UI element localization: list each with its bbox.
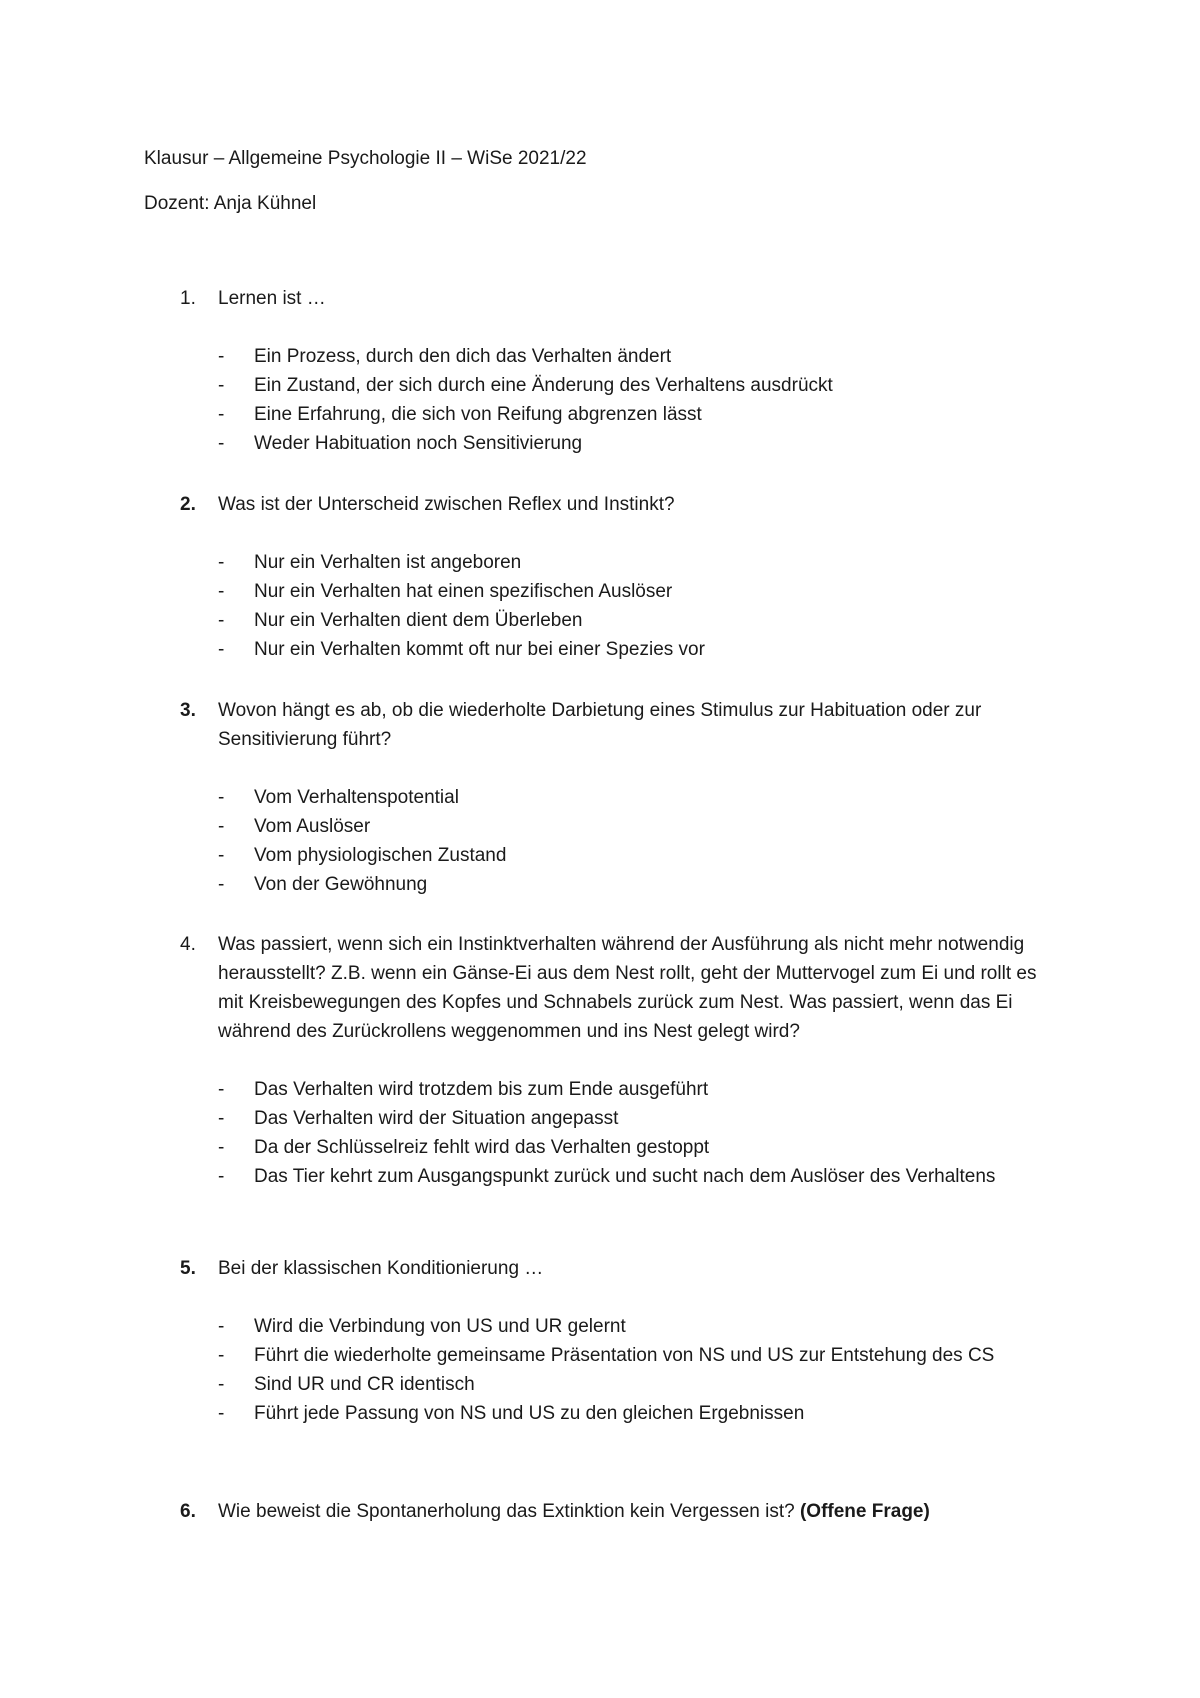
dash-bullet: - bbox=[218, 1108, 225, 1129]
dash-bullet: - bbox=[218, 1374, 225, 1395]
question-number: 4. bbox=[180, 934, 196, 955]
question-2 bbox=[144, 490, 1064, 664]
dash-bullet: - bbox=[218, 404, 225, 425]
dash-bullet: - bbox=[218, 433, 225, 454]
answer-text: Nur ein Verhalten dient dem Überleben bbox=[254, 610, 583, 631]
answer-option bbox=[144, 1399, 1064, 1428]
question-5 bbox=[144, 1254, 1064, 1428]
answer-list bbox=[144, 1312, 1064, 1428]
answer-option bbox=[144, 371, 1064, 400]
document-title: Klausur – Allgemeine Psychologie II – WiSe 2021/22 bbox=[144, 148, 587, 169]
answer-option bbox=[144, 870, 1064, 899]
question-number: 6. bbox=[180, 1501, 196, 1522]
answer-text: Sind UR und CR identisch bbox=[254, 1374, 475, 1395]
question-3-heading bbox=[144, 696, 1064, 754]
dash-bullet: - bbox=[218, 845, 225, 866]
answer-option bbox=[144, 635, 1064, 664]
answer-text: Nur ein Verhalten kommt oft nur bei einer Spezies vor bbox=[254, 639, 705, 660]
lecturer-line: Dozent: Anja Kühnel bbox=[144, 193, 317, 214]
answer-option bbox=[144, 1370, 1064, 1399]
dash-bullet: - bbox=[218, 552, 225, 573]
answer-text: Von der Gewöhnung bbox=[254, 874, 428, 895]
answer-option bbox=[144, 1312, 1064, 1341]
dash-bullet: - bbox=[218, 1316, 225, 1337]
answer-option bbox=[144, 400, 1064, 429]
answer-option bbox=[144, 1341, 1064, 1370]
question-4-heading bbox=[144, 930, 1064, 1046]
answer-text: Nur ein Verhalten ist angeboren bbox=[254, 552, 522, 573]
question-text: Bei der klassischen Konditionierung … bbox=[218, 1258, 544, 1279]
answer-option bbox=[144, 342, 1064, 371]
answer-list bbox=[144, 1075, 1064, 1191]
question-text: Lernen ist … bbox=[218, 288, 326, 309]
question-text: Wovon hängt es ab, ob die wiederholte Darbietung eines Stimulus zur Habituation oder zur Sensitivierung führt? bbox=[218, 700, 982, 750]
answer-text: Ein Zustand, der sich durch eine Änderung des Verhaltens ausdrückt bbox=[254, 375, 833, 396]
answer-list bbox=[144, 342, 1064, 458]
answer-option bbox=[144, 812, 1064, 841]
question-1 bbox=[144, 284, 1064, 458]
dash-bullet: - bbox=[218, 787, 225, 808]
answer-option bbox=[144, 1133, 1064, 1162]
answer-text: Das Tier kehrt zum Ausgangspunkt zurück und sucht nach dem Auslöser des Verhaltens bbox=[254, 1166, 996, 1187]
question-number: 2. bbox=[180, 494, 196, 515]
answer-text: Ein Prozess, durch den dich das Verhalten ändert bbox=[254, 346, 672, 367]
question-3 bbox=[144, 696, 1064, 899]
dash-bullet: - bbox=[218, 346, 225, 367]
dash-bullet: - bbox=[218, 375, 225, 396]
answer-text: Das Verhalten wird der Situation angepasst bbox=[254, 1108, 619, 1129]
question-text: Was passiert, wenn sich ein Instinktverhalten während der Ausführung als nicht mehr notwendig herausstellt? Z.B. wenn ein Gänse-Ei aus dem Nest rollt, geht der Muttervogel zum Ei und rollt es mit Kreisbewegungen des Kopfes und Schnabels zurück zum Nest. Was passiert, wenn das Ei während des Zurückrollens weggenommen und ins Nest gelegt wird? bbox=[218, 934, 1037, 1042]
question-text: Was ist der Unterscheid zwischen Reflex und Instinkt? bbox=[218, 494, 675, 515]
answer-option bbox=[144, 841, 1064, 870]
question-4 bbox=[144, 930, 1064, 1191]
dash-bullet: - bbox=[218, 610, 225, 631]
answer-text: Vom Auslöser bbox=[254, 816, 371, 837]
answer-option bbox=[144, 1104, 1064, 1133]
answer-text: Vom Verhaltenspotential bbox=[254, 787, 459, 808]
answer-option bbox=[144, 1075, 1064, 1104]
question-number: 1. bbox=[180, 288, 196, 309]
answer-text: Führt jede Passung von NS und US zu den gleichen Ergebnissen bbox=[254, 1403, 805, 1424]
answer-text: Wird die Verbindung von US und UR gelernt bbox=[254, 1316, 626, 1337]
answer-option bbox=[144, 548, 1064, 577]
dash-bullet: - bbox=[218, 1345, 225, 1366]
question-number: 5. bbox=[180, 1258, 196, 1279]
dash-bullet: - bbox=[218, 1137, 225, 1158]
dash-bullet: - bbox=[218, 581, 225, 602]
answer-text: Vom physiologischen Zustand bbox=[254, 845, 507, 866]
answer-option bbox=[144, 1162, 1064, 1191]
question-6-heading bbox=[144, 1497, 1064, 1526]
open-question-note: (Offene Frage) bbox=[799, 1501, 930, 1522]
dash-bullet: - bbox=[218, 816, 225, 837]
question-text-main: Wie beweist die Spontanerholung das Extinktion kein Vergessen ist? bbox=[218, 1501, 800, 1522]
dash-bullet: - bbox=[218, 1166, 225, 1187]
dash-bullet: - bbox=[218, 1403, 225, 1424]
answer-list bbox=[144, 548, 1064, 664]
answer-text: Führt die wiederholte gemeinsame Präsentation von NS und US zur Entstehung des CS bbox=[254, 1345, 995, 1366]
question-text bbox=[218, 1497, 1064, 1526]
dash-bullet: - bbox=[218, 874, 225, 895]
dash-bullet: - bbox=[218, 639, 225, 660]
question-5-heading bbox=[144, 1254, 1064, 1283]
answer-option bbox=[144, 577, 1064, 606]
question-number: 3. bbox=[180, 700, 196, 721]
question-6 bbox=[144, 1497, 1064, 1526]
answer-text: Eine Erfahrung, die sich von Reifung abgrenzen lässt bbox=[254, 404, 702, 425]
answer-text: Das Verhalten wird trotzdem bis zum Ende ausgeführt bbox=[254, 1079, 709, 1100]
answer-text: Nur ein Verhalten hat einen spezifischen Auslöser bbox=[254, 581, 673, 602]
answer-text: Weder Habituation noch Sensitivierung bbox=[254, 433, 583, 454]
answer-list bbox=[144, 783, 1064, 899]
dash-bullet: - bbox=[218, 1079, 225, 1100]
answer-option bbox=[144, 783, 1064, 812]
question-1-heading bbox=[144, 284, 1064, 313]
answer-option bbox=[144, 429, 1064, 458]
question-2-heading bbox=[144, 490, 1064, 519]
answer-text: Da der Schlüsselreiz fehlt wird das Verhalten gestoppt bbox=[254, 1137, 710, 1158]
answer-option bbox=[144, 606, 1064, 635]
